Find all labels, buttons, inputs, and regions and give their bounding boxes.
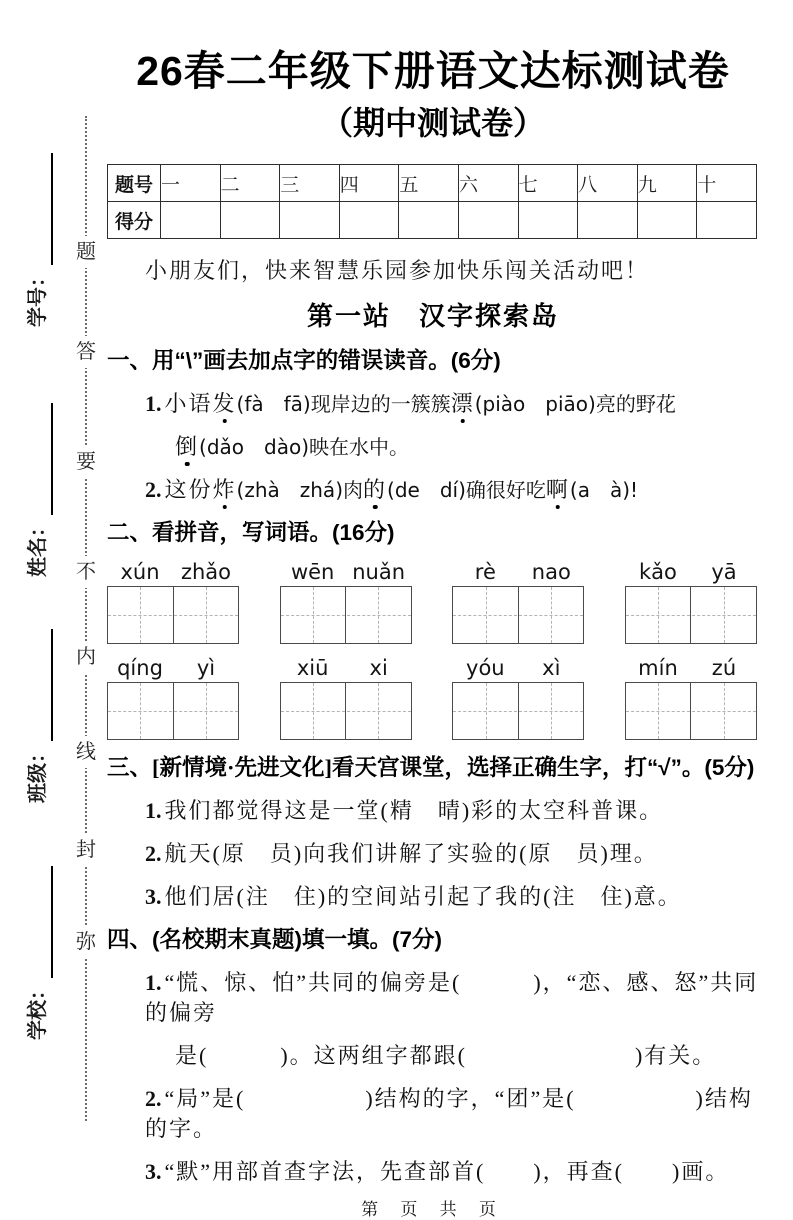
col-2: 二 bbox=[220, 165, 280, 202]
score-cell[interactable] bbox=[458, 202, 518, 239]
item-number: 2. bbox=[145, 1086, 162, 1111]
pinyin-label: wēn bbox=[290, 560, 335, 584]
sentence-text: “局”是( )结构的字，“团”是( )结构的字。 bbox=[145, 1086, 753, 1141]
station-title: 第一站 汉字探索岛 bbox=[306, 301, 559, 331]
score-cell[interactable] bbox=[161, 202, 221, 239]
score-cell[interactable] bbox=[399, 202, 459, 239]
dotted-char: 啊 bbox=[545, 477, 570, 502]
intro-text: 小朋友们，快来智慧乐园参加快乐闯关活动吧！ bbox=[145, 258, 650, 283]
score-cell[interactable] bbox=[518, 202, 578, 239]
page-subtitle: （期中测试卷） bbox=[320, 105, 545, 141]
col-5: 五 bbox=[399, 165, 459, 202]
score-label: 得分 bbox=[108, 202, 161, 239]
word-group bbox=[625, 656, 757, 740]
score-cell[interactable] bbox=[339, 202, 399, 239]
writing-box bbox=[280, 586, 412, 644]
pinyin-label: xiū bbox=[296, 656, 329, 680]
school-label: 学校： bbox=[27, 980, 49, 1040]
q3-heading bbox=[107, 753, 759, 783]
q1-heading: 一、用“\”画去加点字的错误读音。(6分) bbox=[107, 348, 501, 373]
seal-char: 弥 bbox=[74, 926, 98, 958]
writing-cell[interactable] bbox=[518, 683, 584, 739]
writing-cell[interactable] bbox=[690, 587, 756, 643]
pinyin-options: (de dí)确很好吃 bbox=[387, 478, 546, 502]
writing-box bbox=[107, 586, 239, 644]
q3-prefix: 三、 bbox=[107, 755, 153, 780]
col-8: 八 bbox=[578, 165, 638, 202]
writing-box bbox=[625, 586, 757, 644]
q3-item-3 bbox=[107, 882, 759, 912]
student-id-blank[interactable] bbox=[29, 153, 53, 265]
pinyin-options: (dǎo dào)映在水中。 bbox=[199, 435, 409, 459]
page-title: 26春二年级下册语文达标测试卷 bbox=[136, 48, 730, 94]
item-number: 1. bbox=[145, 798, 162, 823]
seal-char: 题 bbox=[74, 236, 98, 268]
q4-item-1-line-1 bbox=[107, 968, 759, 1028]
word-group bbox=[280, 656, 412, 740]
school-field bbox=[23, 848, 53, 1058]
writing-cell[interactable] bbox=[173, 587, 239, 643]
pinyin-label: yóu bbox=[466, 656, 505, 680]
q3-item-2 bbox=[107, 839, 759, 869]
item-number: 3. bbox=[145, 1159, 162, 1184]
sentence-text: 小语 bbox=[164, 391, 213, 416]
item-number: 3. bbox=[145, 884, 162, 909]
sentence-text: 航天(原 员)向我们讲解了实验的(原 员)理。 bbox=[164, 841, 658, 866]
pinyin-options: (piào piāo)亮的野花 bbox=[474, 392, 676, 416]
writing-row-2 bbox=[107, 656, 757, 740]
pinyin-options: (zhà zhá)肉 bbox=[236, 478, 363, 502]
writing-box bbox=[625, 682, 757, 740]
class-blank[interactable] bbox=[29, 629, 53, 741]
dotted-char: 炸 bbox=[212, 477, 237, 502]
pinyin-label: xún bbox=[120, 560, 160, 584]
q4-heading: 四、(名校期末真题)填一填。(7分) bbox=[107, 927, 442, 952]
sentence-text: “默”用部首查字法，先查部首( )，再查( )画。 bbox=[164, 1159, 730, 1184]
student-name-label: 姓名： bbox=[27, 517, 49, 577]
q1-item-1-line-1 bbox=[107, 389, 759, 419]
writing-cell[interactable] bbox=[453, 587, 518, 643]
q3-heading-rest: 看天宫课堂，选择正确生字，打“√”。(5分) bbox=[332, 755, 755, 780]
seal-char: 答 bbox=[74, 336, 98, 368]
col-1: 一 bbox=[161, 165, 221, 202]
score-cell[interactable] bbox=[220, 202, 280, 239]
score-cell[interactable] bbox=[578, 202, 638, 239]
dotted-char: 漂 bbox=[450, 391, 475, 416]
col-3: 三 bbox=[280, 165, 340, 202]
writing-cell[interactable] bbox=[453, 683, 518, 739]
word-group bbox=[107, 560, 239, 644]
writing-cell[interactable] bbox=[626, 683, 691, 739]
sentence-text: 我们都觉得这是一堂(精 晴)彩的太空科普课。 bbox=[164, 798, 664, 823]
word-group bbox=[452, 560, 584, 644]
writing-cell[interactable] bbox=[281, 683, 346, 739]
student-id-field bbox=[23, 130, 53, 350]
writing-cell[interactable] bbox=[345, 587, 411, 643]
pinyin-label: zhǎo bbox=[180, 560, 232, 584]
sentence-text: “慌、惊、怕”共同的偏旁是( )，“恋、感、怒”共同的偏旁 bbox=[145, 970, 759, 1025]
pinyin-options: (fà fā)现岸边的一簇簇 bbox=[236, 392, 451, 416]
page-footer: 第 页 共 页 bbox=[361, 1200, 505, 1219]
score-table-header-row bbox=[108, 165, 757, 202]
pinyin-label: qíng bbox=[117, 656, 163, 680]
col-10: 十 bbox=[697, 165, 757, 202]
writing-cell[interactable] bbox=[108, 587, 173, 643]
dotted-char: 倒 bbox=[175, 434, 200, 459]
writing-box bbox=[280, 682, 412, 740]
col-6: 六 bbox=[458, 165, 518, 202]
col-4: 四 bbox=[339, 165, 399, 202]
class-label: 班级： bbox=[27, 743, 49, 803]
sentence-text: 这份 bbox=[164, 477, 213, 502]
question-number-label: 题号 bbox=[108, 165, 161, 202]
q4-item-2 bbox=[107, 1084, 759, 1144]
q3-context-tag: [新情境·先进文化] bbox=[152, 755, 333, 780]
pinyin-options: (a à)! bbox=[569, 478, 639, 502]
col-9: 九 bbox=[637, 165, 697, 202]
q2-heading: 二、看拼音，写词语。(16分) bbox=[107, 520, 395, 545]
score-row bbox=[108, 202, 757, 239]
pinyin-label: yì bbox=[196, 656, 216, 680]
score-cell[interactable] bbox=[280, 202, 340, 239]
student-name-field bbox=[23, 380, 53, 600]
q1-item-1-line-2 bbox=[107, 432, 759, 462]
pinyin-label: xì bbox=[542, 656, 561, 680]
writing-box bbox=[452, 586, 584, 644]
item-number: 2. bbox=[145, 841, 162, 866]
writing-row-1 bbox=[107, 560, 757, 644]
item-number: 2. bbox=[145, 477, 162, 502]
writing-cell[interactable] bbox=[345, 683, 411, 739]
pinyin-label: nao bbox=[531, 560, 571, 584]
pinyin-label: zú bbox=[711, 656, 737, 680]
writing-cell[interactable] bbox=[518, 587, 584, 643]
score-cell[interactable] bbox=[637, 202, 697, 239]
writing-cell[interactable] bbox=[108, 683, 173, 739]
seal-char: 封 bbox=[74, 834, 98, 866]
pinyin-label: rè bbox=[474, 560, 496, 584]
exam-paper bbox=[107, 0, 759, 1220]
q1-item-2 bbox=[107, 475, 759, 505]
student-id-label: 学号： bbox=[27, 267, 49, 327]
item-number: 1. bbox=[145, 391, 162, 416]
sentence-text: 他们居(注 住)的空间站引起了我的(注 住)意。 bbox=[164, 884, 682, 909]
q4-item-3 bbox=[107, 1157, 759, 1187]
writing-box bbox=[452, 682, 584, 740]
dotted-char: 的 bbox=[363, 477, 388, 502]
word-group bbox=[280, 560, 412, 644]
class-field bbox=[23, 621, 53, 811]
q4-item-1-line-2 bbox=[107, 1041, 759, 1071]
writing-cell[interactable] bbox=[281, 587, 346, 643]
seal-char: 要 bbox=[74, 446, 98, 478]
seal-char: 不 bbox=[74, 556, 98, 588]
pinyin-label: kǎo bbox=[639, 560, 677, 584]
item-number: 1. bbox=[145, 970, 162, 995]
seal-char: 线 bbox=[74, 736, 98, 768]
q3-item-1 bbox=[107, 796, 759, 826]
score-table bbox=[107, 164, 757, 239]
col-7: 七 bbox=[518, 165, 578, 202]
pinyin-label: xi bbox=[369, 656, 388, 680]
sentence-text: 是( )。这两组字都跟( )有关。 bbox=[175, 1043, 717, 1068]
score-cell[interactable] bbox=[697, 202, 757, 239]
writing-cell[interactable] bbox=[690, 683, 756, 739]
word-group bbox=[452, 656, 584, 740]
dotted-char: 发 bbox=[212, 391, 237, 416]
word-group bbox=[107, 656, 239, 740]
school-blank[interactable] bbox=[29, 866, 53, 978]
pinyin-label: yā bbox=[711, 560, 737, 584]
word-group bbox=[625, 560, 757, 644]
writing-cell[interactable] bbox=[626, 587, 691, 643]
writing-cell[interactable] bbox=[173, 683, 239, 739]
seal-char: 内 bbox=[74, 641, 98, 673]
pinyin-label: mín bbox=[638, 656, 678, 680]
writing-box bbox=[107, 682, 239, 740]
pinyin-label: nuǎn bbox=[352, 560, 406, 584]
student-name-blank[interactable] bbox=[29, 403, 53, 515]
